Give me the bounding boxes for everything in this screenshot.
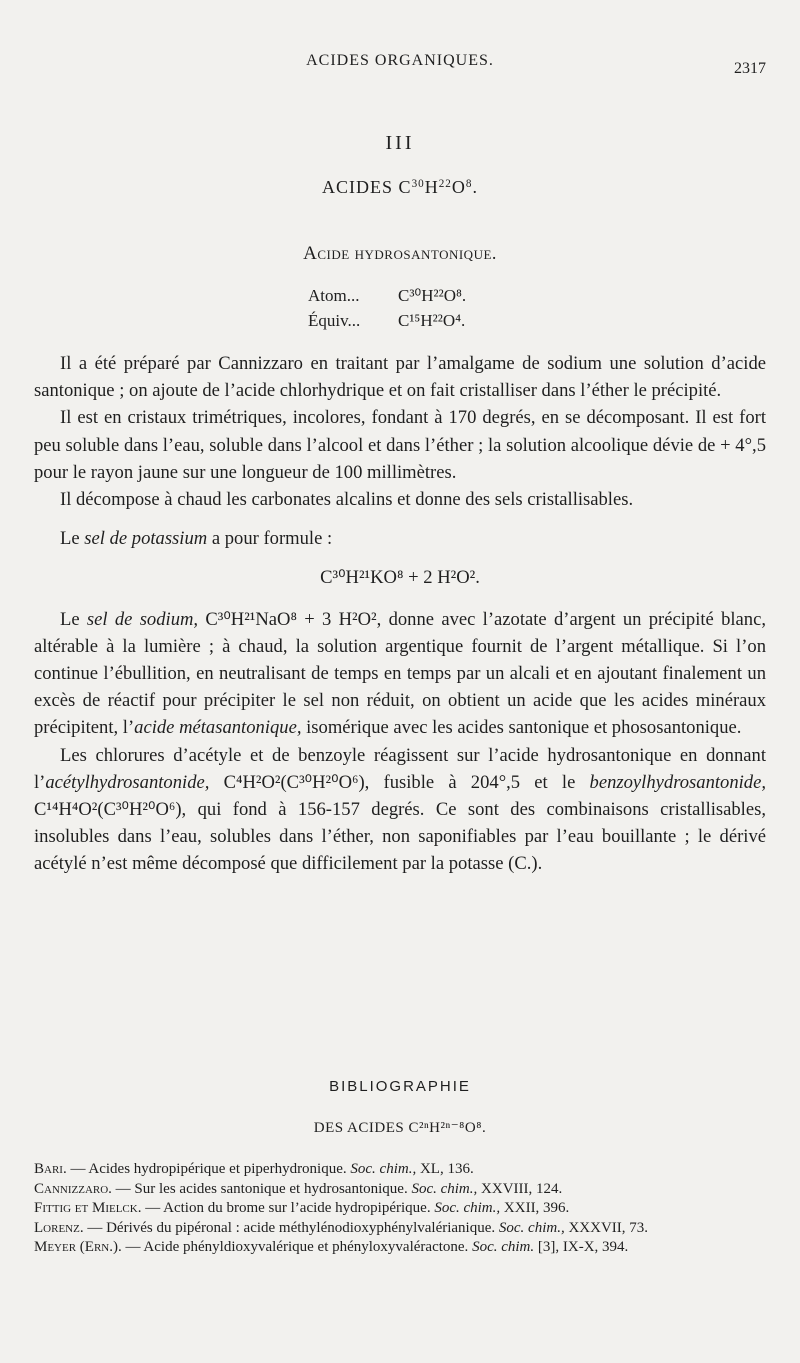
paragraph-preparation: Il a été préparé par Cannizzaro en traitant par l’amalgame de sodium une solution d’acide santonique ; on ajoute de l’acide chlorhydrique et on fait cristalliser dans l’éther le précipité. bbox=[34, 353, 766, 402]
equiv-formula: C¹⁵H²²O⁴. bbox=[398, 311, 466, 330]
running-head: ACIDES ORGANIQUES. bbox=[306, 52, 494, 69]
body-text bbox=[34, 350, 766, 878]
bibliography-entry: Meyer (Ern.). — Acide phényldioxyvalérique et phényloxyvaléractone. Soc. chim. [3], IX-X, 394. bbox=[34, 1239, 629, 1255]
section-number: III bbox=[385, 132, 415, 154]
bibliography-title: BIBLIOGRAPHIE bbox=[329, 1078, 471, 1095]
bibliography-entry: Cannizzaro. — Sur les acides santonique et hydrosantonique. Soc. chim., XXVIII, 124. bbox=[34, 1180, 563, 1197]
bibliography-list bbox=[34, 1160, 766, 1258]
potassium-equation: C³⁰H²¹KO⁸ + 2 H²O². bbox=[320, 567, 480, 589]
compound-heading: Acide hydrosantonique. bbox=[303, 243, 497, 264]
paragraph-decomposition: Il décompose à chaud les carbonates alcalins et donne des sels cristallisables. bbox=[60, 489, 634, 511]
equiv-row bbox=[308, 308, 466, 333]
bibliography-entry: Lorenz. — Dérivés du pipéronal : acide méthylénodioxyphénylvalérianique. Soc. chim., XXXVII, 73. bbox=[34, 1219, 649, 1236]
bibliography-entry: Fittig et Mielck. — Action du brome sur l’acide hydropipérique. Soc. chim., XXII, 396. bbox=[34, 1200, 570, 1216]
atom-label: Atom... bbox=[308, 286, 360, 305]
paragraph-chlorides: Les chlorures d’acétyle et de benzoyle réagissent sur l’acide hydrosantonique en donnant l’acétylhydrosantonide, C⁴H²O²(C³⁰H²⁰O⁶), fusible à 204°,5 et le benzoylhydrosantonide, C¹⁴H⁴O²(C³⁰H²⁰O⁶), qui fond à 156-157 degrés. Ce sont des combinaisons cristallisables, insolubles dans l’eau, solubles dans l’éther, non saponifiables par l’eau bouillante ; le dérivé acétylé n’est même décomposé que difficilement par la potasse (C.). bbox=[34, 744, 766, 875]
paragraph-properties: Il est en cristaux trimétriques, incolores, fondant à 170 degrés, en se décomposant. Il est fort peu soluble dans l’eau, soluble dans l’alcool et dans l’éther ; la solution alcoolique dévie de + 4°,5 pour le rayon jaune sur une longueur de 100 millimètres. bbox=[34, 407, 766, 483]
atom-formula: C³⁰H²²O⁸. bbox=[398, 286, 467, 305]
section-title: ACIDES $C^{30}H^{22}O^8$. bbox=[322, 177, 478, 197]
formula-table bbox=[308, 283, 466, 333]
page-number: 2317 bbox=[734, 60, 766, 77]
bibliography-entry: Bari. — Acides hydropipérique et piperhydronique. Soc. chim., XL, 136. bbox=[34, 1161, 474, 1177]
atom-row bbox=[308, 283, 466, 308]
bibliography-subtitle: DES ACIDES C²ⁿH²ⁿ⁻⁸O⁸. bbox=[313, 1120, 487, 1136]
paragraph-potassium-salt: Le sel de potassium a pour formule : bbox=[60, 528, 333, 550]
paragraph-sodium-salt: Le sel de sodium, C³⁰H²¹NaO⁸ + 3 H²O², donne avec l’azotate d’argent un précipité blanc, altérable à la lumière ; à chaud, la solution argentique fournit de l’argent métallique. Si l’on continue l’ébullition, en neutralisant de temps en temps par un alcali et en ajoutant finalement un excès de réactif pour précipiter le sel non réduit, on obtient un acide que les acides minéraux précipitent, l’acide métasantonique, isomérique avec les acides santonique et phososantonique. bbox=[34, 608, 766, 739]
equiv-label: Équiv... bbox=[308, 311, 361, 330]
